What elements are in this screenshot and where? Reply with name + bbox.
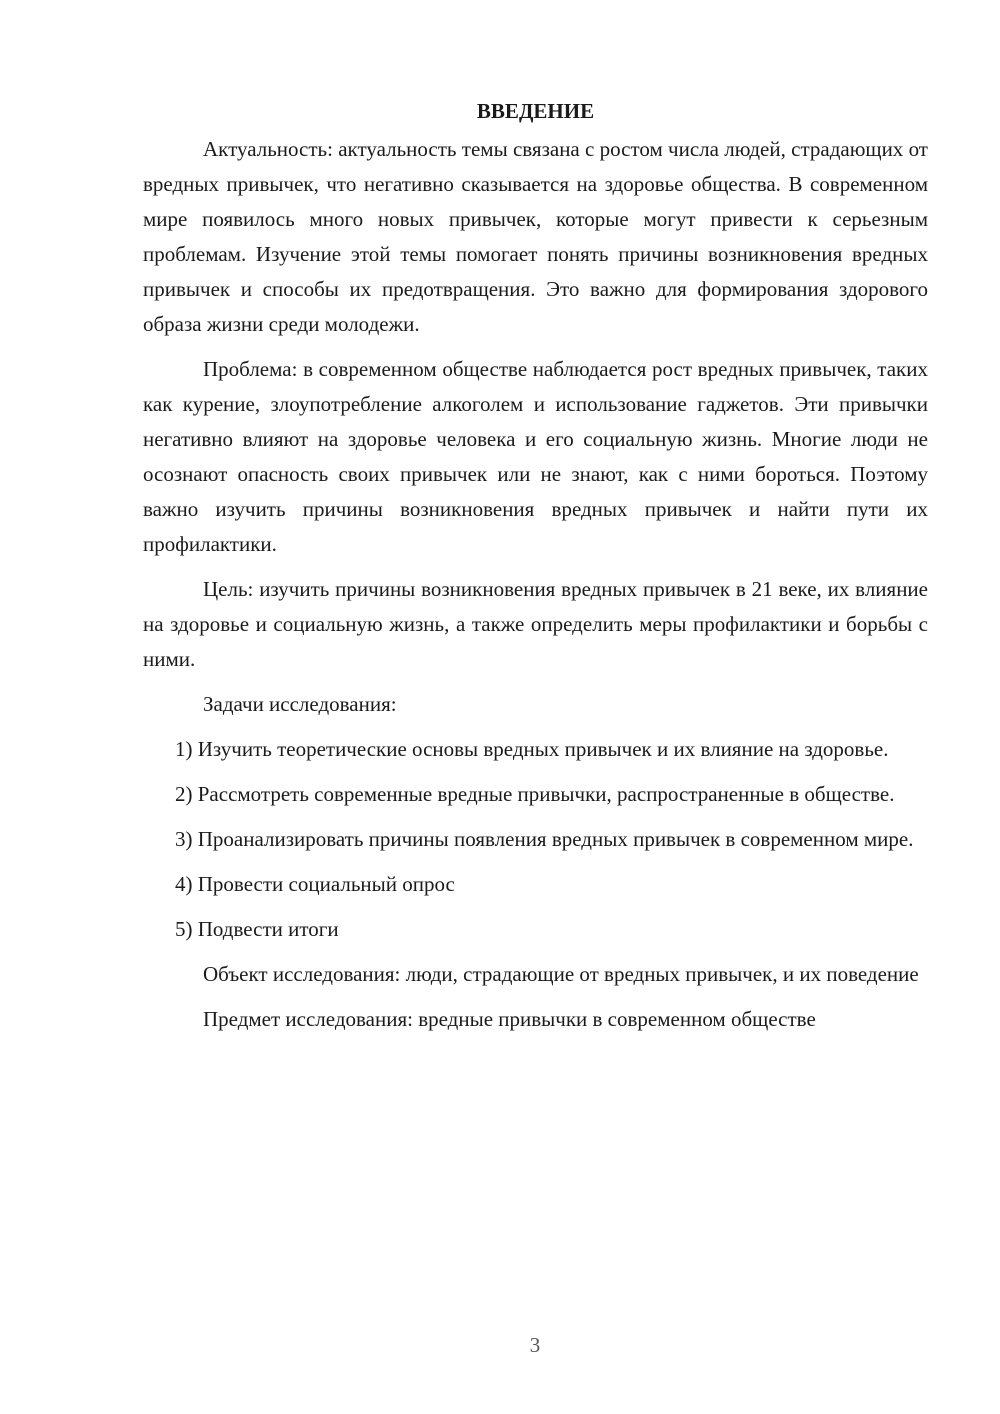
paragraph-relevance: Актуальность: актуальность темы связана с ростом числа людей, страдающих от вредных привычек, что негативно сказывается на здоровье общества. В современном мире появилось много новых привычек, которые могут привести к серьезным проблемам. Изучение этой темы помогает понять причины возникновения вредных привычек и способы их предотвращения. Это важно для формирования здорового образа жизни среди молодежи. bbox=[143, 137, 928, 336]
task-item: 5) Подвести итоги bbox=[175, 917, 339, 941]
task-item: 1) Изучить теоретические основы вредных привычек и их влияние на здоровье. bbox=[175, 737, 889, 761]
page-number: 3 bbox=[529, 1333, 541, 1357]
paragraph-problem: Проблема: в современном обществе наблюдается рост вредных привычек, таких как курение, злоупотребление алкоголем и использование гаджетов. Эти привычки негативно влияют на здоровье человека и его социальную жизнь. Многие люди не осознают опасность своих привычек или не знают, как с ними бороться. Поэтому важно изучить причины возникновения вредных привычек и найти пути их профилактики. bbox=[143, 357, 928, 556]
paragraph-goal: Цель: изучить причины возникновения вредных привычек в 21 веке, их влияние на здоровье и социальную жизнь, а также определить меры профилактики и борьбы с ними. bbox=[143, 577, 928, 671]
task-item: 3) Проанализировать причины появления вредных привычек в современном мире. bbox=[175, 827, 914, 851]
paragraph-subject: Предмет исследования: вредные привычки в современном обществе bbox=[203, 1007, 816, 1031]
task-item: 2) Рассмотреть современные вредные привычки, распространенные в обществе. bbox=[175, 782, 895, 806]
paragraph-tasks-title: Задачи исследования: bbox=[203, 692, 397, 716]
task-item: 4) Провести социальный опрос bbox=[175, 872, 455, 896]
document-page bbox=[143, 94, 928, 1047]
section-heading: ВВЕДЕНИЕ bbox=[476, 99, 595, 123]
paragraph-object: Объект исследования: люди, страдающие от вредных привычек, и их поведение bbox=[203, 962, 919, 986]
